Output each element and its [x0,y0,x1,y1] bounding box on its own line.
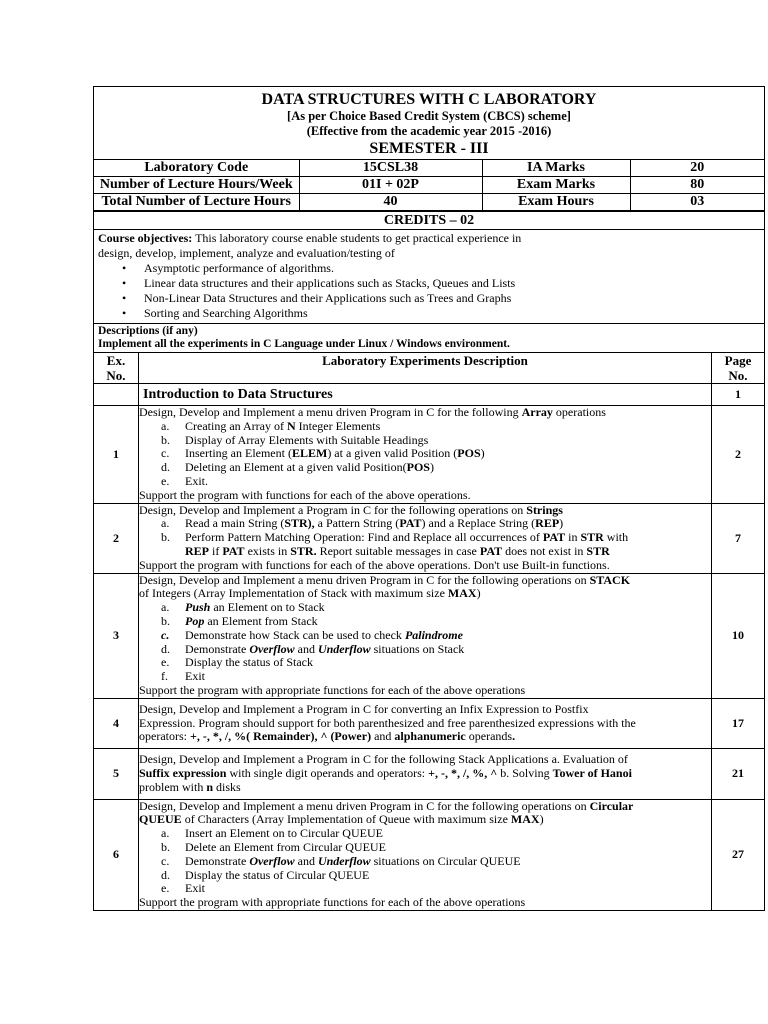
no-header-text: No. [106,368,126,383]
sub-item-e [139,882,711,896]
sub-item-d [139,461,711,475]
t: ) at a given valid Position ( [327,446,458,461]
t: Demonstrate [185,853,250,868]
sub-marker: e. [161,881,170,896]
b: STACK [589,572,631,587]
desc-line [139,504,711,518]
sub-item-d [139,643,711,657]
sub-marker: c. [161,446,170,461]
info-label: Total Number of Lecture Hours [94,194,299,211]
bi: Overflow [249,641,295,656]
t: ) and a Replace String ( [421,516,536,531]
page-no-header-text: No. [728,368,748,383]
objectives-text-2: design, develop, implement, analyze and evaluation/testing of [98,246,395,260]
scheme-note: [As per Choice Based Credit System (CBCS) scheme] [287,109,571,123]
desc-line [139,813,711,827]
objective-item: • Linear data structures and their applications such as Stacks, Queues and Lists [98,276,760,291]
descriptions-label: Descriptions (if any) [98,325,198,337]
b: REP [185,543,209,558]
t: does not exist in [502,543,587,558]
t: operands [465,729,513,744]
experiment-page: 17 [712,698,765,748]
sub-text: Exit [185,881,205,896]
experiment-page: 2 [712,406,765,504]
desc-end: Support the program with appropriate functions for each of the above operations [139,895,526,910]
t: Inserting an Element ( [185,446,292,461]
syllabus-page [93,86,765,911]
sub-item-a [139,827,711,841]
sub-item-b [139,531,711,559]
objectives-list [98,261,760,321]
objectives-intro [98,231,760,246]
b: Suffix expression [139,765,227,780]
experiment-description [139,749,712,799]
experiment-row-3 [94,573,764,698]
experiment-number: 1 [94,406,139,504]
t: ) [429,460,434,475]
sub-item-c [139,447,711,461]
b: PAT [222,543,245,558]
t: Read a main String ( [185,516,285,531]
sub-item-a [139,517,711,531]
info-value: 40 [299,194,482,211]
t: in [565,530,581,545]
t: and [371,729,395,744]
bi: Underflow [317,641,371,656]
t: Design, Develop and Implement a menu driven Program in C for the following operations on [139,798,590,813]
b: STR. [290,543,317,558]
sub-marker: a. [161,418,170,433]
experiments-table [94,353,764,910]
t: Demonstrate how Stack can be used to check [185,627,405,642]
info-value: 80 [630,177,764,194]
info-label: Exam Hours [482,194,630,211]
credits: CREDITS – 02 [94,211,764,229]
info-row [94,160,764,177]
t: an Element on to Stack [210,600,325,615]
t: Report suitable messages in case [316,543,480,558]
experiment-page: 27 [712,799,765,910]
sub-marker: a. [161,516,170,531]
t: ) [476,586,481,601]
t: problem with [139,779,207,794]
b: POS [457,446,481,461]
desc-line [139,767,711,781]
desc-end: Support the program with functions for each of the above operations. Don't use Built-in functions. [139,557,610,572]
t: situations on Stack [370,641,465,656]
t: Design, Develop and Implement a menu driven Program in C for the following operations on [139,572,590,587]
sub-item-e [139,656,711,670]
descriptions [94,323,764,352]
b: ELEM [291,446,328,461]
sub-text [161,643,711,657]
info-block [94,159,764,211]
desc-line [139,587,711,601]
sub-marker: d. [161,641,170,656]
desc-line [139,574,711,588]
semester-label: SEMESTER - III [369,140,489,157]
experiments-block [94,352,764,910]
experiment-row-1 [94,406,764,504]
sub-text: Exit. [185,473,208,488]
info-label: Number of Lecture Hours/Week [94,177,299,194]
b: N [286,418,296,433]
descriptions-text: Implement all the experiments in C Language under Linux / Windows environment. [98,338,510,350]
sub-text [161,531,711,559]
sub-text [161,615,711,629]
b: n [206,779,214,794]
b: alphanumeric [394,729,466,744]
bi: Pop [185,613,205,628]
t: Creating an Array of [185,418,287,433]
experiment-page: 10 [712,573,765,698]
t: Integer Elements [295,418,381,433]
sub-item-a [139,420,711,434]
sub-text: Display of Array Elements with Suitable Headings [185,432,429,447]
info-label: Laboratory Code [94,160,299,177]
t: Demonstrate [185,641,250,656]
intro-num-cell [94,384,139,406]
info-value: 03 [630,194,764,211]
info-row [94,194,764,211]
experiment-number: 6 [94,799,139,910]
experiment-description [139,573,712,698]
experiment-description [139,503,712,573]
t: b. Solving [497,765,553,780]
sub-item-b [139,841,711,855]
effective-note: (Effective from the academic year 2015 -2016) [306,124,552,138]
b: REP [535,516,560,531]
b: Circular [589,798,634,813]
sub-marker: b. [161,839,170,854]
t: ) [539,812,544,827]
experiment-description [139,406,712,504]
t: with [603,530,629,545]
sub-marker: e. [161,655,170,670]
b: Tower of Hanoi [552,765,632,780]
t: exists in [244,543,291,558]
sub-marker: a. [161,600,170,615]
sub-text [161,629,711,643]
sub-marker: e. [161,473,170,488]
info-value: 20 [630,160,764,177]
experiment-description [139,698,712,748]
b: . [512,729,516,744]
t: Design, Develop and Implement a Program in C for the following operations on [139,502,527,517]
experiment-row-4 [94,698,764,748]
sub-item-b [139,434,711,448]
t: of Characters (Array Implementation of Queue with maximum size [181,812,511,827]
t: operators: [139,729,190,744]
desc-line [139,781,711,795]
page-header-text: Page [724,353,752,368]
objective-item: • Non-Linear Data Structures and their Applications such as Trees and Graphs [98,291,760,306]
experiment-row-6 [94,799,764,910]
b: Strings [526,502,563,517]
info-table [94,160,764,211]
desc-line: Expression. Program should support for both parenthesized and free parenthesized expressions with the [139,715,636,730]
info-label: Exam Marks [482,177,630,194]
sub-text [161,447,711,461]
experiment-description [139,799,712,910]
bi: Push [185,600,211,615]
sub-item-c [139,855,711,869]
bi: Overflow [249,853,295,868]
description-header: Laboratory Experiments Description [139,353,712,384]
b: STR [586,543,610,558]
t: with single digit operands and operators: [226,765,429,780]
b: MAX [447,586,477,601]
sub-text [161,601,711,615]
t: a Pattern String ( [314,516,400,531]
desc-line: Design, Develop and Implement a Program in C for converting an Infix Expression to Postfix [139,701,589,716]
experiment-number: 5 [94,749,139,799]
sub-marker: d. [161,460,170,475]
header-block [94,87,764,159]
sub-marker: b. [161,530,170,545]
intro-title: Introduction to Data Structures [139,384,712,406]
t: ) [559,516,564,531]
b: PAT [479,543,503,558]
ex-no-header [94,353,139,384]
desc-line [139,406,711,420]
sub-marker: c. [161,853,170,868]
b: QUEUE [139,812,182,827]
t: and [294,641,318,656]
sub-marker: a. [161,826,170,841]
ex-header-text: Ex. [106,353,126,368]
sub-text: Exit [185,669,205,684]
desc-text: Design, Develop and Implement a menu driven Program in C for the following [139,405,522,419]
objectives-text: This laboratory course enable students to get practical experience in [192,231,522,245]
b: PAT [399,516,422,531]
sub-text: Delete an Element from Circular QUEUE [185,839,386,854]
b: +, -, *, /, %( Remainder), ^ (Power) [189,729,372,744]
intro-page: 1 [712,384,765,406]
info-value: 15CSL38 [299,160,482,177]
desc-line: Design, Develop and Implement a Program in C for the following Stack Applications a. Evaluation of [139,752,628,767]
desc-line [139,800,711,814]
sub-marker: b. [161,432,170,447]
experiment-page: 7 [712,503,765,573]
sub-marker: f. [161,669,168,684]
experiments-header-row [94,353,764,384]
experiment-number: 3 [94,573,139,698]
sub-marker: b. [161,613,170,628]
experiment-row-2 [94,503,764,573]
objective-item: • Sorting and Searching Algorithms [98,306,760,321]
t: disks [213,779,241,794]
sub-text [161,855,711,869]
b: POS [406,460,430,475]
sub-marker: c. [161,627,170,642]
experiment-page: 21 [712,749,765,799]
sub-text: Display the status of Circular QUEUE [185,867,370,882]
b: MAX [510,812,540,827]
sub-item-c [139,629,711,643]
b: STR), [284,516,315,531]
t: Perform Pattern Matching Operation: Find and Replace all occurrences of [185,530,543,545]
sub-text [161,420,711,434]
sub-item-a [139,601,711,615]
sub-item-b [139,615,711,629]
t: and [294,853,318,868]
sub-item-e [139,475,711,489]
sub-marker: d. [161,867,170,882]
desc-line [139,730,711,744]
desc-bold: Array [521,405,553,419]
b: PAT [542,530,566,545]
intro-row [94,384,764,406]
experiment-number: 4 [94,698,139,748]
desc-end: Support the program with appropriate functions for each of the above operations [139,682,526,697]
t: an Element from Stack [204,613,318,628]
sub-text: Display the status of Stack [185,655,313,670]
course-title: DATA STRUCTURES WITH C LABORATORY [261,91,597,108]
b: STR [580,530,604,545]
t: situations on Circular QUEUE [370,853,521,868]
t: Deleting an Element at a given valid Position( [185,460,407,475]
sub-text [161,461,711,475]
objective-item: • Asymptotic performance of algorithms. [98,261,760,276]
t: ) [480,446,485,461]
experiment-number: 2 [94,503,139,573]
bi: Underflow [317,853,371,868]
desc-text: operations [552,405,606,419]
sub-text: Insert an Element on to Circular QUEUE [185,826,383,841]
page-no-header [712,353,765,384]
info-label: IA Marks [482,160,630,177]
objectives-label: Course objectives: [98,231,193,245]
info-row [94,177,764,194]
sub-text [161,517,711,531]
sub-item-d [139,869,711,883]
t: of Integers (Array Implementation of Stack with maximum size [139,586,448,601]
info-value: 01I + 02P [299,177,482,194]
experiment-row-5 [94,749,764,799]
sub-item-f [139,670,711,684]
b: +, -, *, /, %, ^ [428,765,498,780]
course-objectives [94,229,764,323]
t: if [209,543,223,558]
desc-end: Support the program with functions for each of the above operations. [139,487,471,502]
bi: Palindrome [404,627,463,642]
